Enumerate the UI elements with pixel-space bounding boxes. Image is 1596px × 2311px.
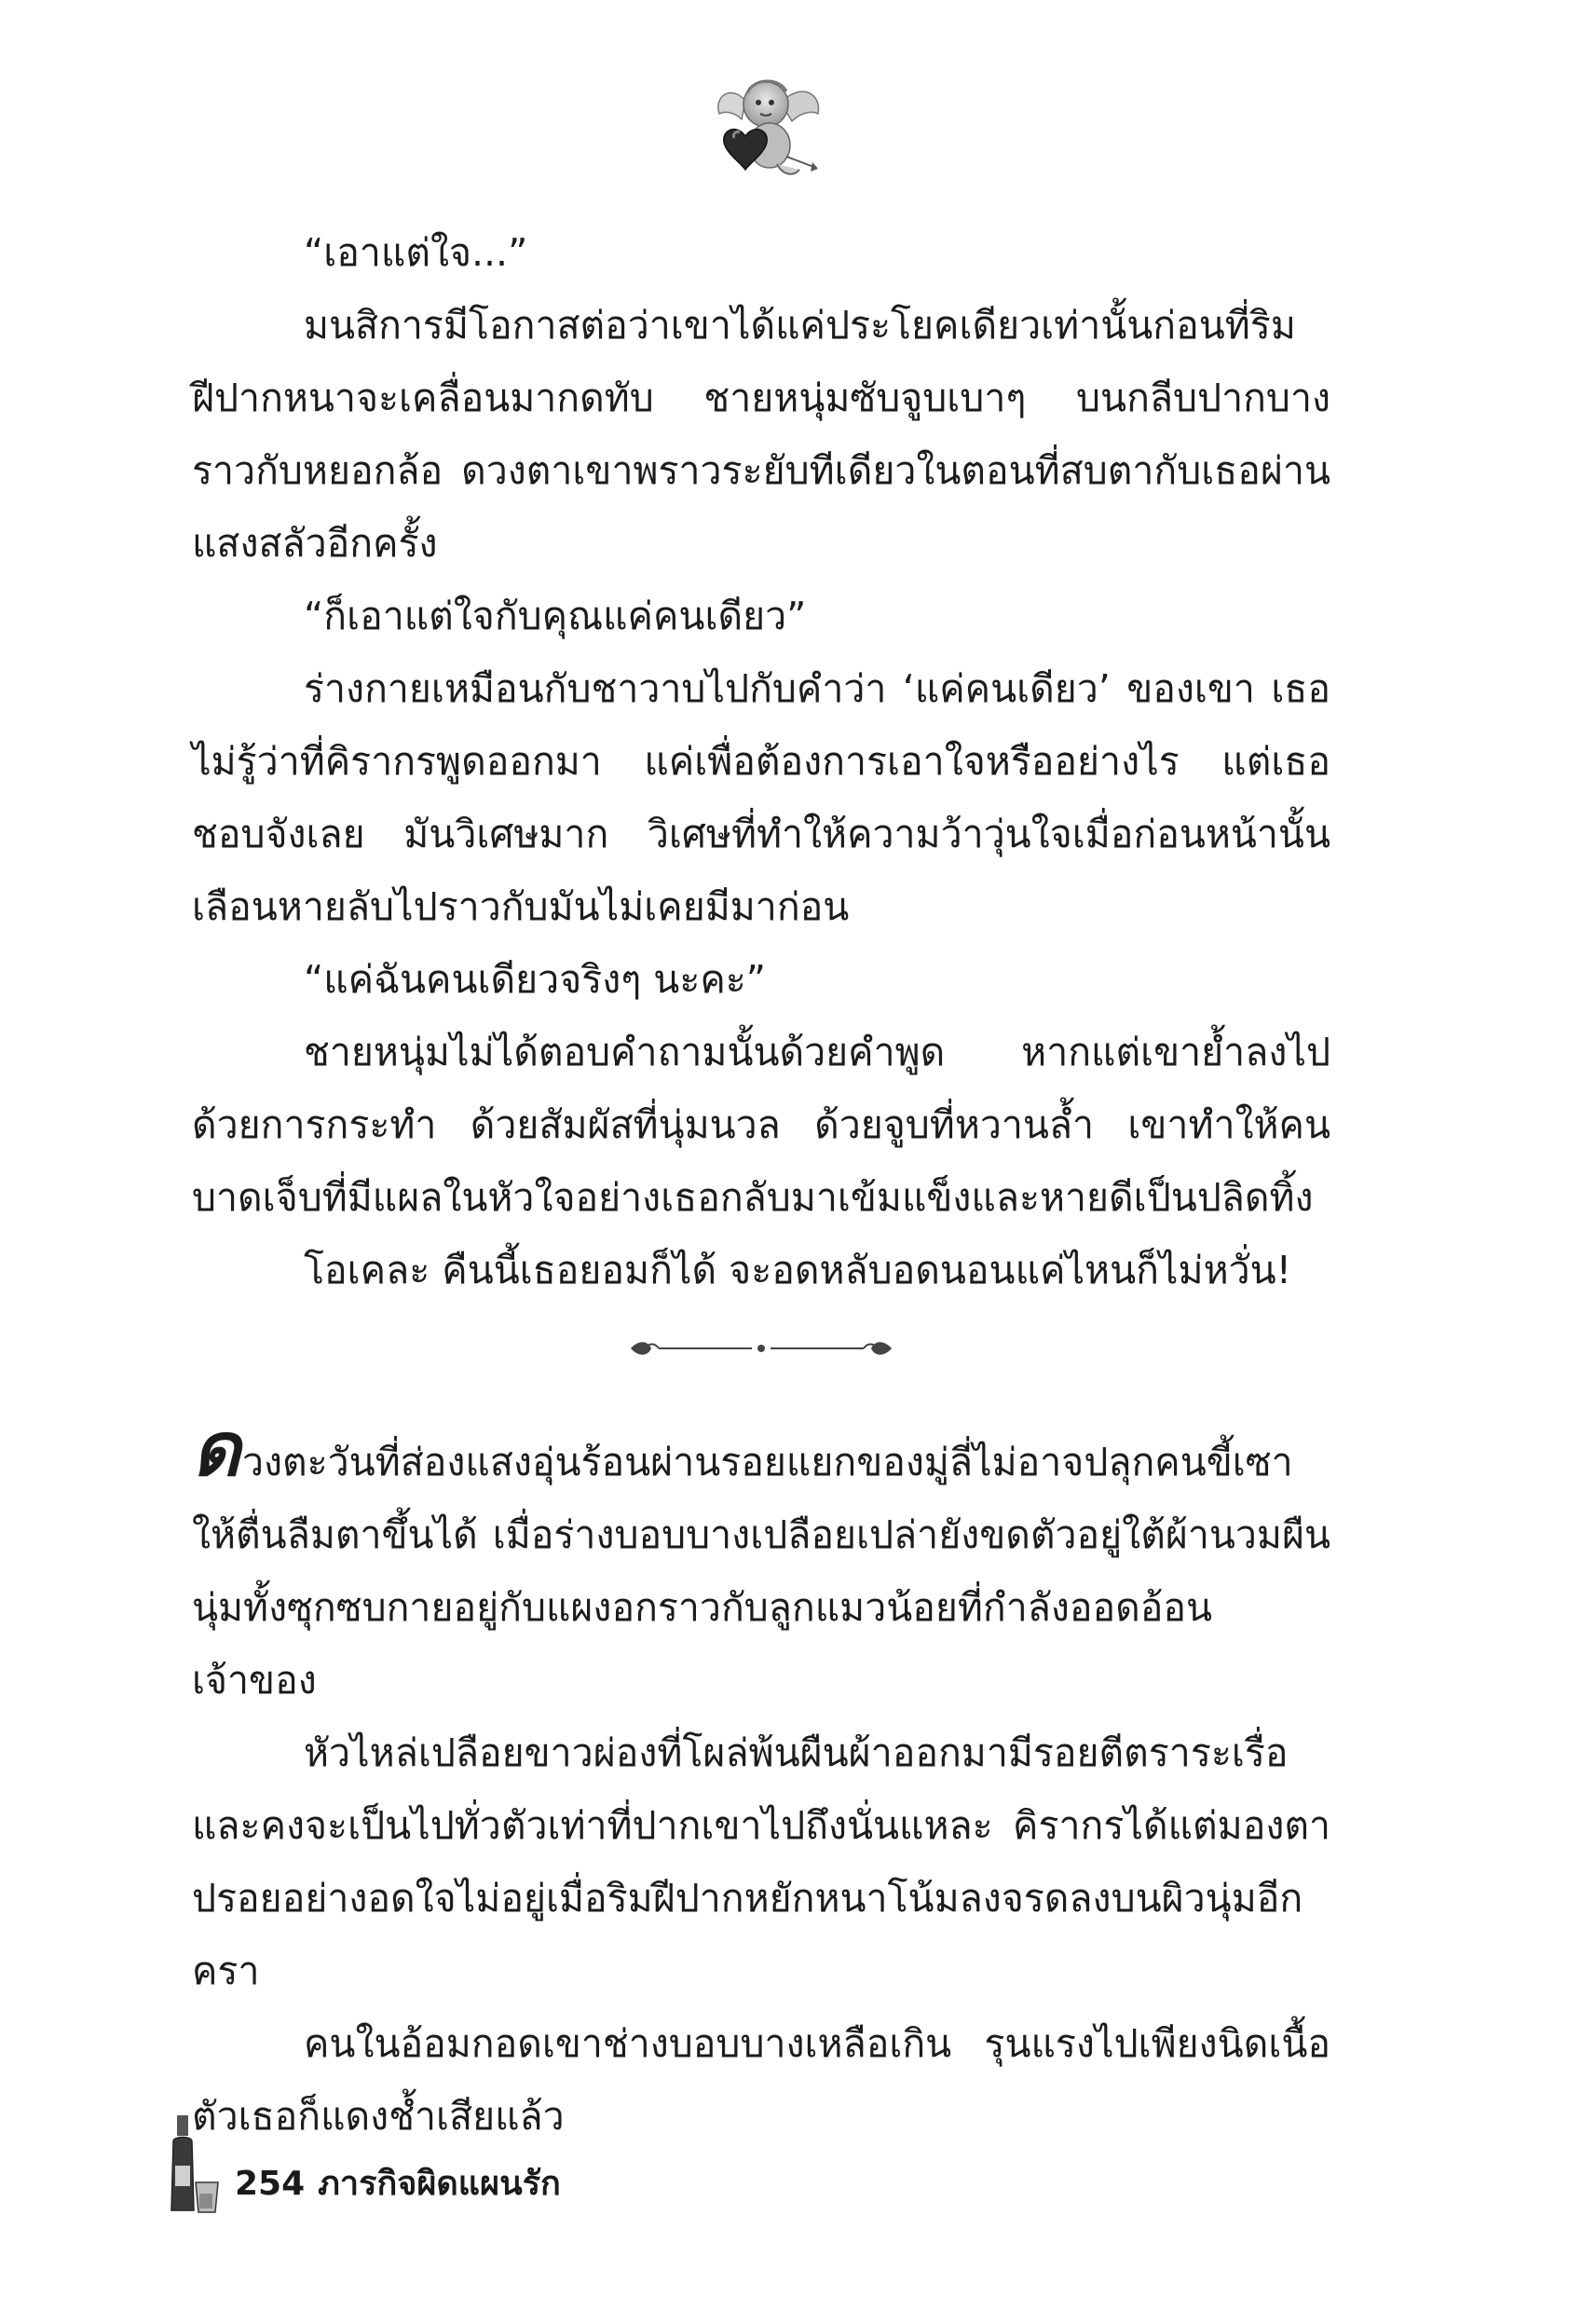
paragraph-with-dropcap	[192, 1406, 1330, 1716]
paragraph: คนในอ้อมกอดเขาช่างบอบบางเหลือเกิน รุนแรงไปเพียงนิดเนื้อตัวเธอก็แดงช้ำเสียแล้ว	[192, 2021, 1330, 2139]
paragraph-text: วงตะวันที่ส่องแสงอุ่นร้อนผ่านรอยแยกของมู่ลี่ไม่อาจปลุกคนขี้เซาให้ตื่นลืมตาขึ้นได้ เมื่อร่างบอบบางเปลือยเปล่ายังขดตัวอยู่ใต้ผ้านวมผืนนุ่มทั้งซุกซบกายอยู่กับแผงอกราวกับลูกแมวน้อยที่กำลังออดอ้อนเจ้าของ	[192, 1440, 1330, 1702]
paragraph: ชายหนุ่มไม่ได้ตอบคำถามนั้นด้วยคำพูด หากแต่เขาย้ำลงไปด้วยการกระทำ ด้วยสัมผัสที่นุ่มนวล ด้วยจูบที่หวานล้ำ เขาทำให้คนบาดเจ็บที่มีแผลในหัวใจอย่างเธอกลับมาเข้มแข็งและหายดีเป็นปลิดทิ้ง	[192, 1030, 1330, 1220]
drop-cap: ด	[192, 1406, 240, 1493]
paragraph: มนสิการมีโอกาสต่อว่าเขาได้แค่ประโยคเดียวเท่านั้นก่อนที่ริมฝีปากหนาจะเคลื่อนมากดทับ ชายหนุ่มซับจูบเบาๆ บนกลีบปากบางราวกับหยอกล้อ ดวงตาเขาพราวระยับทีเดียวในตอนที่สบตากับเธอผ่านแสงสลัวอีกครั้ง	[192, 303, 1330, 566]
body-text	[192, 216, 1330, 2153]
paragraph: โอเคละ คืนนี้เธอยอมก็ได้ จะอดหลับอดนอนแค่ไหนก็ไม่หวั่น!	[304, 1248, 1292, 1292]
bottle-glass-icon	[166, 2113, 222, 2216]
paragraph: “แค่ฉันคนเดียวจริงๆ นะคะ”	[304, 957, 767, 1002]
book-title: ภารกิจผิดแผนรัก	[318, 2165, 561, 2203]
cupid-heart-icon	[708, 65, 829, 186]
paragraph: ร่างกายเหมือนกับชาวาบไปกับคำว่า ‘แค่คนเดียว’ ของเขา เธอไม่รู้ว่าที่คิรากรพูดออกมา แค่เพื่อต้องการเอาใจหรืออย่างไร แต่เธอชอบจังเลย มันวิเศษมาก วิเศษที่ทำให้ความว้าวุ่นใจเมื่อก่อนหน้านั้นเลือนหายลับไปราวกับมันไม่เคยมีมาก่อน	[192, 666, 1330, 929]
footer-caption	[235, 2166, 561, 2203]
section-divider	[192, 1312, 1330, 1385]
page-number: 254	[235, 2165, 306, 2203]
page-footer	[166, 2113, 561, 2216]
paragraph: “ก็เอาแต่ใจกับคุณแค่คนเดียว”	[304, 594, 807, 638]
paragraph: “เอาแต่ใจ...”	[304, 230, 528, 275]
ornamental-divider-icon	[621, 1334, 901, 1362]
paragraph: หัวไหล่เปลือยขาวผ่องที่โผล่พ้นผืนผ้าออกมามีรอยตีตราระเรื่อ และคงจะเป็นไปทั่วตัวเท่าที่ปากเขาไปถึงนั่นแหละ คิรากรได้แต่มองตาปรอยอย่างอดใจไม่อยู่เมื่อริมฝีปากหยักหนาโน้มลงจรดลงบนผิวนุ่มอีกครา	[192, 1730, 1330, 1993]
